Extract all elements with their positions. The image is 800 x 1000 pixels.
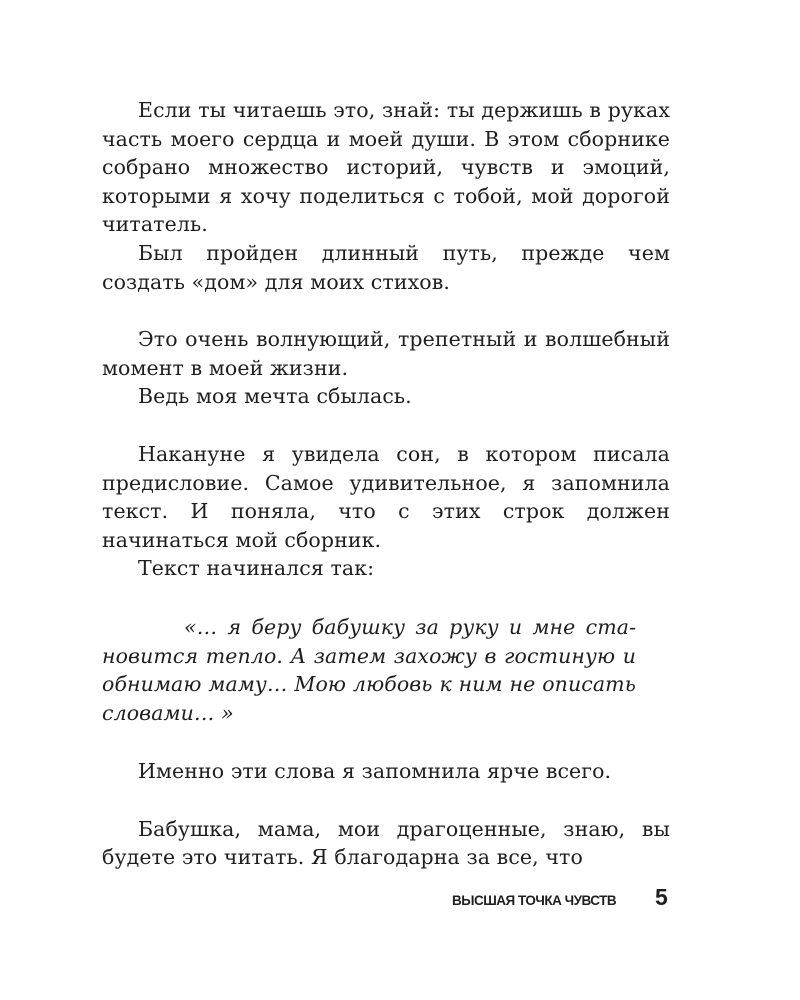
running-title: ВЫСШАЯ ТОЧКА ЧУВСТВ [452,893,617,908]
paragraph-moment: Это очень волнующий, трепетный и волшебный момент в моей жизни. [102,327,670,380]
paragraph-path: Был пройден длинный путь, прежде чем создать «дом» для моих стихов. [102,240,670,294]
quote-block: «… я беру бабушку за руку и мне становится тепло. А затем захожу в гостиную и обнимаю маму… Мою любовь к ним не описать словами… » [102,614,636,725]
paragraph-grandma-mom: Бабушка, мама, мои драгоценные, знаю, вы будете это читать. Я благодарна за все, что [102,816,670,870]
paragraph-intro: Если ты читаешь это, знай: ты держишь в руках часть моего сердца и моей души. В этом сборнике собрано множество историй, чувств и эмоций, которыми я хочу поделиться с тобой, мой дорогой читатель. [102,98,670,237]
paragraph-text-began: Текст начинался так: [138,556,375,581]
paragraph-gap [102,583,670,613]
paragraph-gap [102,786,670,815]
paragraph-dream-came-true: Ведь моя мечта сбылась. [138,384,412,409]
paragraph-gap [102,296,670,325]
page-number: 5 [655,884,668,910]
paragraph-dream: Накануне я увидела сон, в котором писала предисловие. Самое удивительное, я запомнила текст. И поняла, что с этих строк должен начинаться мой сборник. [102,441,670,552]
paragraph-gap [102,727,670,757]
page-body [102,96,670,872]
paragraph-remembered: Именно эти слова я запомнила ярче всего. [138,759,612,784]
paragraph-gap [102,411,670,440]
